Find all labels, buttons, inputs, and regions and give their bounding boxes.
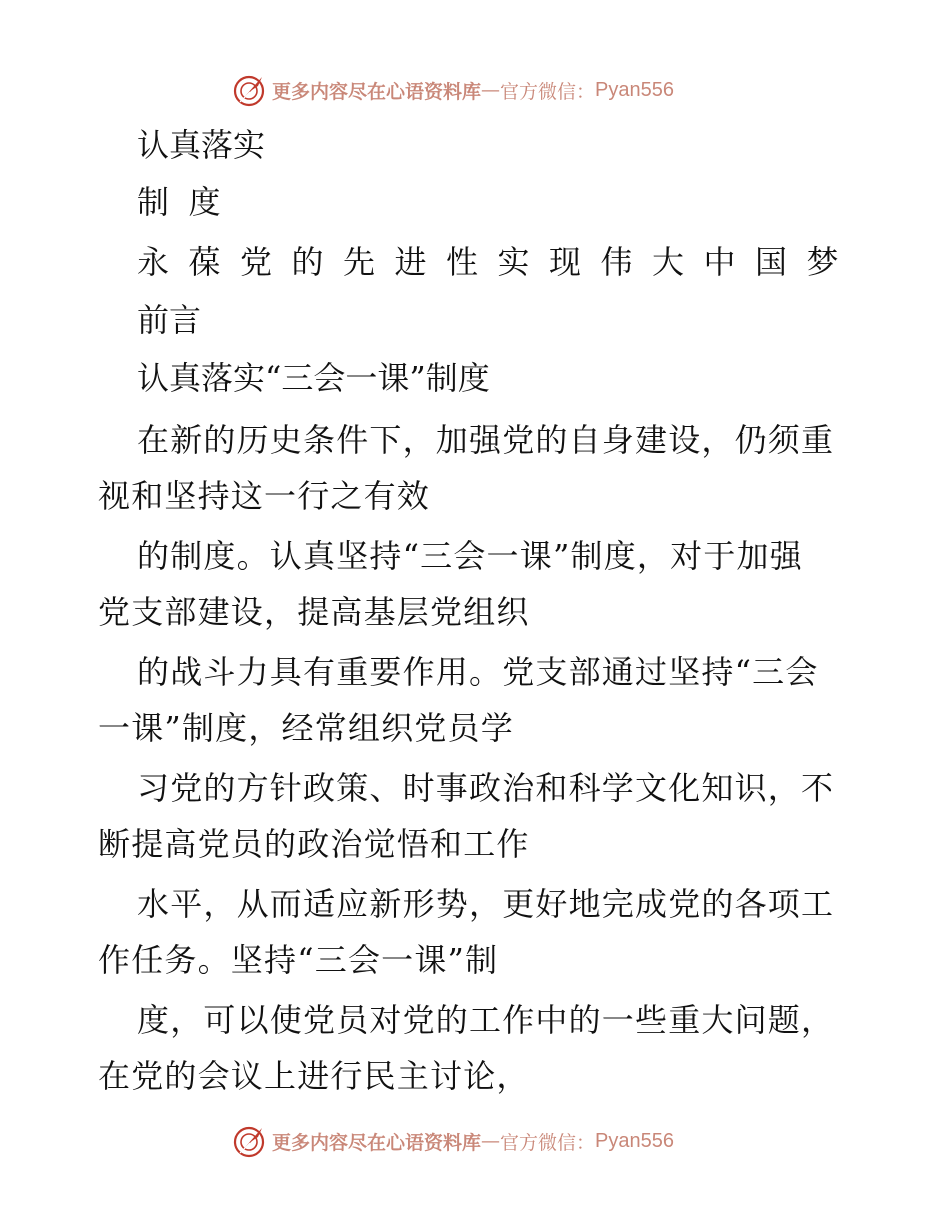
doc-line-p1b: 视和坚持这一行之有效 xyxy=(98,477,431,515)
doc-line-title2: 制度 xyxy=(137,183,241,221)
header-separator: — xyxy=(481,79,501,101)
slogan-char: 国 xyxy=(755,243,788,281)
doc-line-p6b: 在党的会议上进行民主讨论， xyxy=(98,1057,530,1095)
doc-line-p1a: 在新的历史条件下，加强党的自身建设，仍须重 xyxy=(137,421,835,459)
footer-wechat-id: Pyan556 xyxy=(595,1129,674,1152)
slogan-char: 党 xyxy=(240,243,273,281)
doc-line-p4a: 习党的方针政策、时事政治和科学文化知识，不 xyxy=(137,769,835,807)
doc-line-p3b: 一课”制度，经常组织党员学 xyxy=(98,709,514,747)
doc-line-p6a: 度，可以使党员对党的工作中的一些重大问题， xyxy=(137,1001,835,1039)
slogan-char: 伟 xyxy=(600,243,633,281)
quill-logo-icon xyxy=(232,1123,268,1159)
footer-separator: — xyxy=(481,1130,501,1152)
doc-line-heading: 认真落实“三会一课”制度 xyxy=(137,359,490,397)
slogan-char: 梦 xyxy=(806,243,839,281)
header-wechat-id: Pyan556 xyxy=(595,78,674,101)
slogan-char: 实 xyxy=(497,243,530,281)
slogan-char: 永 xyxy=(137,243,170,281)
quill-logo-icon xyxy=(232,72,268,108)
doc-line-p2b: 党支部建设，提高基层党组织 xyxy=(98,593,530,631)
header-banner xyxy=(232,70,752,110)
slogan-char: 先 xyxy=(343,243,376,281)
doc-line-slogan xyxy=(137,242,858,282)
slogan-char: 性 xyxy=(446,243,479,281)
footer-brand-text: 更多内容尽在心语资料库 xyxy=(272,1131,482,1154)
doc-line-p3a: 的战斗力具有重要作用。党支部通过坚持“三会 xyxy=(137,653,819,691)
slogan-char: 大 xyxy=(652,243,685,281)
footer-banner xyxy=(232,1121,752,1161)
header-wechat-label: 官方微信： xyxy=(500,80,596,103)
doc-line-title1: 认真落实 xyxy=(137,126,266,164)
doc-line-p4b: 断提高党员的政治觉悟和工作 xyxy=(98,825,530,863)
slogan-char: 的 xyxy=(291,243,324,281)
slogan-char: 进 xyxy=(394,243,427,281)
footer-wechat-label: 官方微信： xyxy=(500,1131,596,1154)
slogan-char: 现 xyxy=(549,243,582,281)
doc-line-p2a: 的制度。认真坚持“三会一课”制度，对于加强 xyxy=(137,537,803,575)
doc-line-p5b: 作任务。坚持“三会一课”制 xyxy=(98,941,499,979)
header-brand-text: 更多内容尽在心语资料库 xyxy=(272,80,482,103)
slogan-char: 葆 xyxy=(188,243,221,281)
doc-line-preface: 前言 xyxy=(137,301,202,339)
doc-line-p5a: 水平，从而适应新形势，更好地完成党的各项工 xyxy=(137,885,835,923)
slogan-char: 中 xyxy=(703,243,736,281)
